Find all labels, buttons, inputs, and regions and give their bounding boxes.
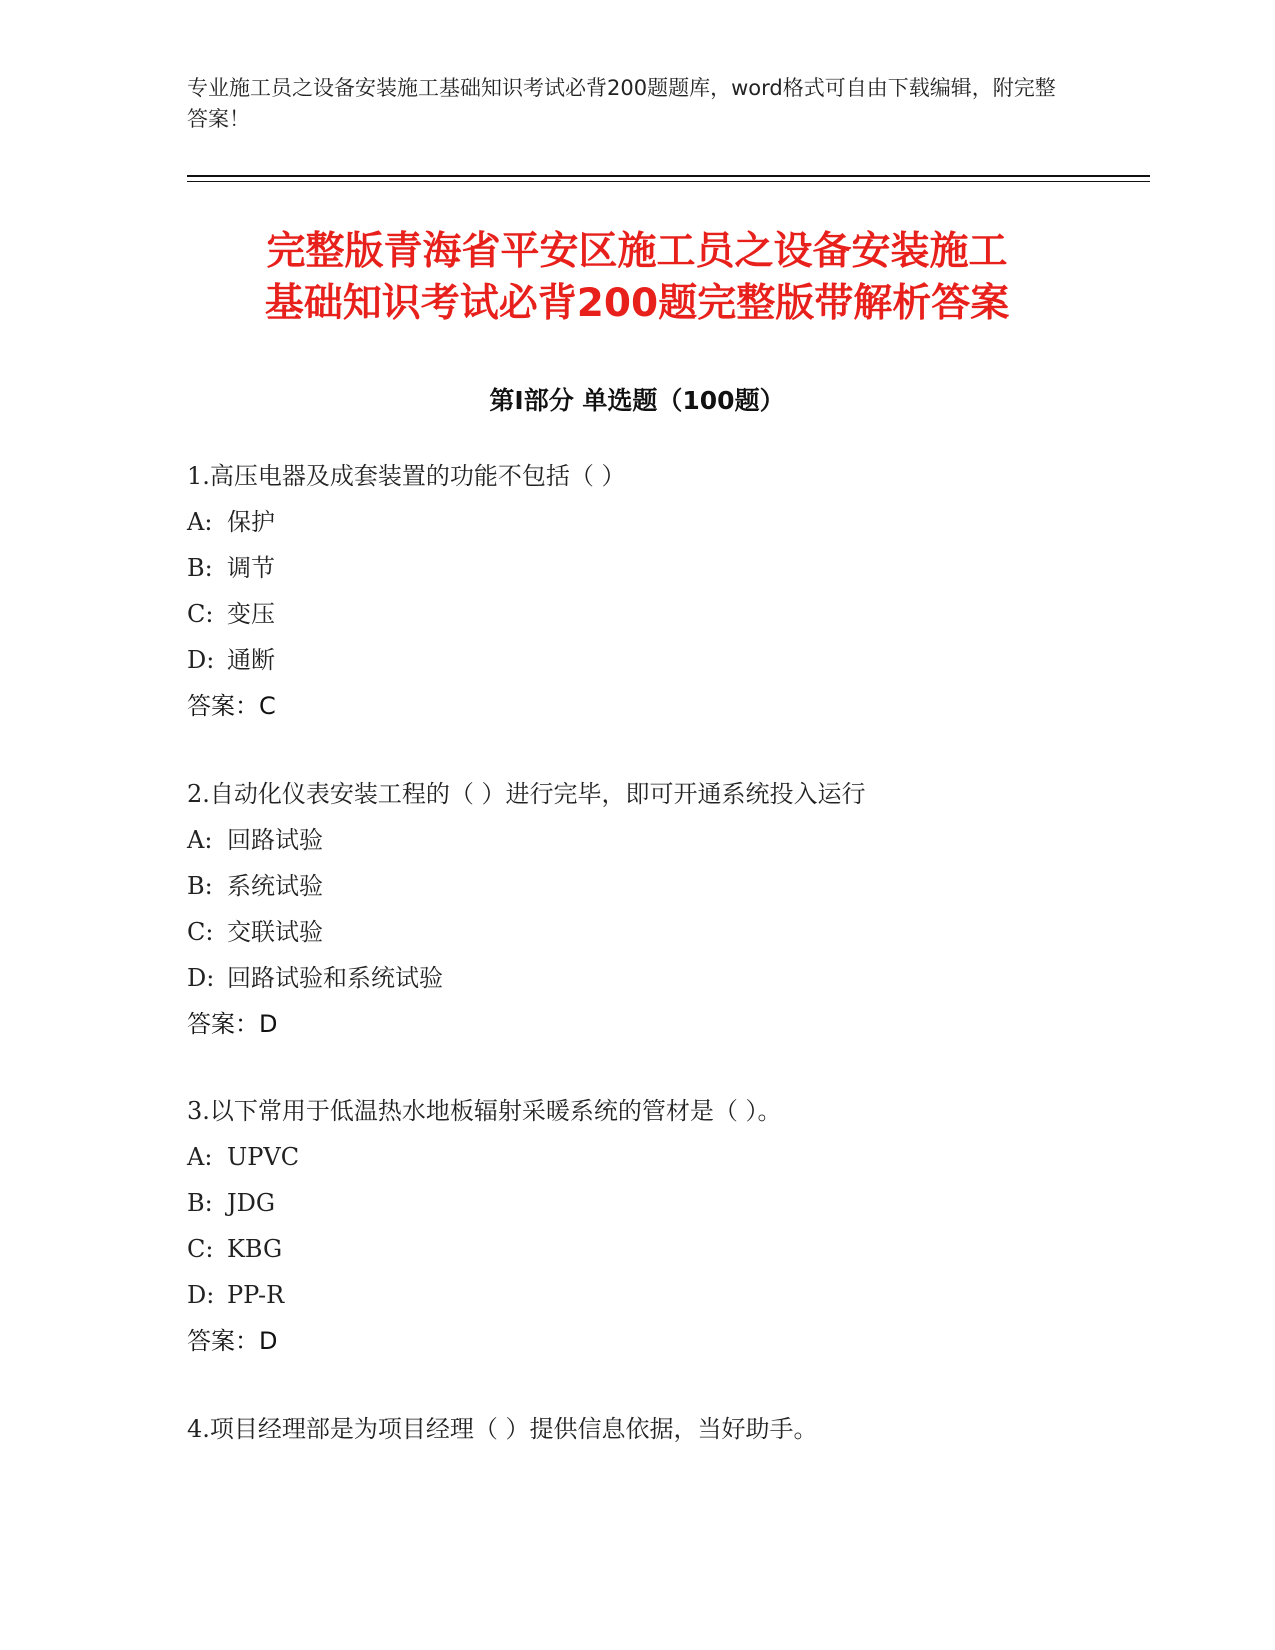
section-heading: 第Ⅰ部分 单选题（100题） <box>489 386 785 415</box>
option-text: UPVC <box>227 1143 300 1171</box>
answer-line <box>187 1001 1107 1047</box>
option-letter: A: <box>187 508 213 536</box>
answer-value: D <box>259 1327 278 1355</box>
option-text: PP-R <box>227 1281 285 1309</box>
question-stem: 1.高压电器及成套装置的功能不包括（ ） <box>187 462 626 490</box>
option-letter: C: <box>187 1235 214 1263</box>
option-text: 变压 <box>227 600 275 628</box>
option-text: 交联试验 <box>227 918 323 946</box>
option-a <box>187 817 1107 863</box>
question-1 <box>187 453 1107 729</box>
option-text: 通断 <box>227 646 275 674</box>
option-letter: B: <box>187 1189 213 1217</box>
option-text: 系统试验 <box>227 872 323 900</box>
answer-label: 答案： <box>187 692 259 720</box>
option-letter: D: <box>187 646 215 674</box>
title-line-2: 基础知识考试必背200题完整版带解析答案 <box>264 281 1010 326</box>
option-letter: D: <box>187 1281 215 1309</box>
answer-line <box>187 683 1107 729</box>
option-text: 回路试验 <box>227 826 323 854</box>
option-text: 回路试验和系统试验 <box>227 964 443 992</box>
option-b <box>187 545 1107 591</box>
header-divider-thick <box>187 175 1150 177</box>
answer-label: 答案： <box>187 1327 259 1355</box>
option-letter: C: <box>187 918 214 946</box>
question-4 <box>187 1406 1107 1452</box>
option-b <box>187 1180 1107 1226</box>
option-letter: B: <box>187 872 213 900</box>
question-2 <box>187 771 1107 1047</box>
question-stem: 2.自动化仪表安装工程的（ ）进行完毕，即可开通系统投入运行 <box>187 780 866 808</box>
header-divider-thin <box>187 181 1150 182</box>
answer-value: D <box>259 1010 278 1038</box>
option-letter: A: <box>187 826 213 854</box>
answer-line <box>187 1318 1107 1364</box>
question-3 <box>187 1088 1107 1364</box>
option-a <box>187 499 1107 545</box>
option-d <box>187 1272 1107 1318</box>
option-text: 保护 <box>227 508 275 536</box>
option-d <box>187 637 1107 683</box>
option-text: KBG <box>227 1235 283 1263</box>
question-stem: 3.以下常用于低温热水地板辐射采暖系统的管材是（ ）。 <box>187 1097 782 1125</box>
title-line-1: 完整版青海省平安区施工员之设备安装施工 <box>266 229 1008 274</box>
question-stem: 4.项目经理部是为项目经理（ ）提供信息依据，当好助手。 <box>187 1415 818 1443</box>
option-c <box>187 909 1107 955</box>
option-letter: D: <box>187 964 215 992</box>
option-c <box>187 1226 1107 1272</box>
answer-value: C <box>259 692 276 720</box>
option-letter: B: <box>187 554 213 582</box>
option-b <box>187 863 1107 909</box>
option-a <box>187 1134 1107 1180</box>
option-letter: C: <box>187 600 214 628</box>
option-c <box>187 591 1107 637</box>
option-text: 调节 <box>227 554 275 582</box>
answer-label: 答案： <box>187 1010 259 1038</box>
option-letter: A: <box>187 1143 213 1171</box>
document-title <box>187 226 1087 330</box>
header-note: 专业施工员之设备安装施工基础知识考试必背200题题库，word格式可自由下载编辑，附完整答案！ <box>187 76 1056 131</box>
option-d <box>187 955 1107 1001</box>
option-text: JDG <box>227 1189 276 1217</box>
